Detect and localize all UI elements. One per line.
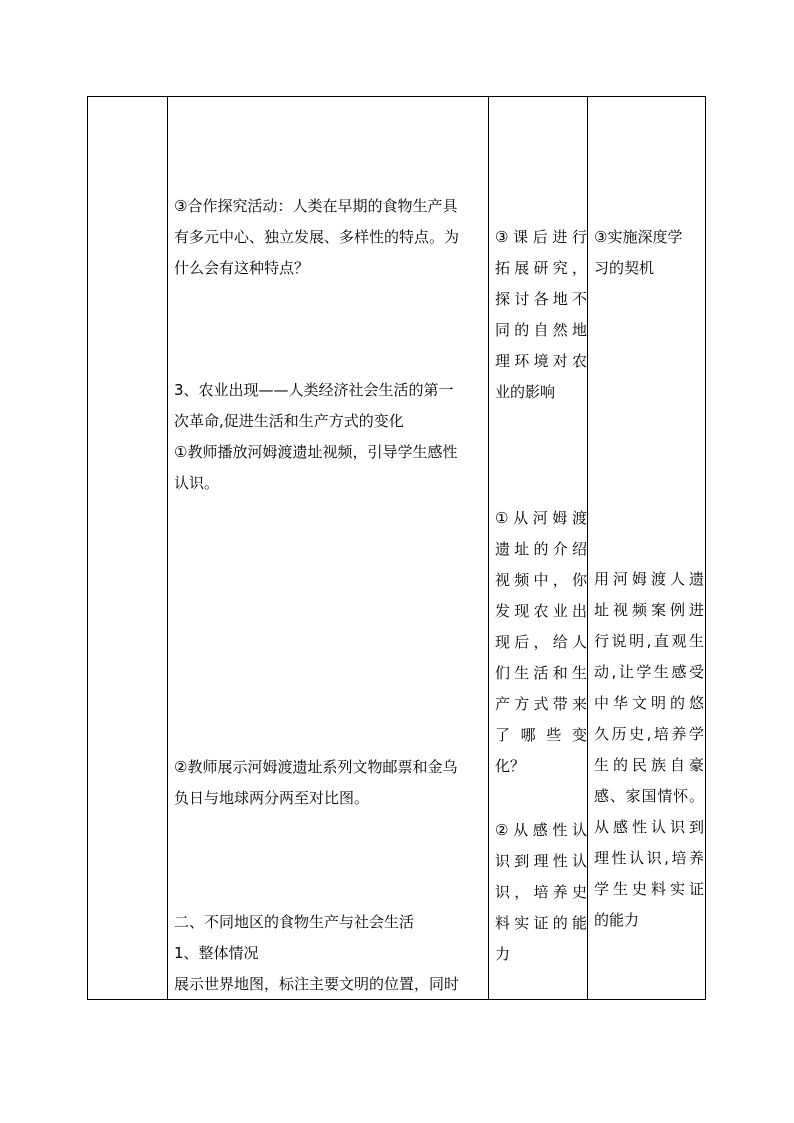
text-line: ②从感性认 <box>495 821 587 839</box>
text-line: 次革命,促进生活和生产方式的变化 <box>174 412 404 430</box>
text-line: ③合作探究活动：人类在早期的食物生产具 <box>174 197 458 215</box>
text-line: 学生史料实证 <box>594 880 704 898</box>
text-line: 址视频案例进 <box>594 601 704 619</box>
text-line: 产方式带来 <box>495 695 587 713</box>
text-line: 理环境对农 <box>495 352 587 370</box>
text-line: 用河姆渡人遗 <box>594 570 704 588</box>
text-line: 行说明,直观生 <box>594 632 704 650</box>
text-line: 化？ <box>495 757 526 775</box>
text-line: 发现农业出 <box>495 602 587 620</box>
text-line: 认识。 <box>174 474 220 492</box>
text-line: ③课后进行 <box>495 228 587 246</box>
text-line: 现后，给人 <box>495 633 587 651</box>
text-line: 展示世界地图，标注主要文明的位置，同时 <box>174 975 460 993</box>
text-line: 力 <box>495 945 511 963</box>
text-line: ③实施深度学 <box>594 228 683 246</box>
text-line: 从感性认识到 <box>594 818 704 836</box>
text-line: ①从河姆渡 <box>495 509 587 527</box>
text-line: 探讨各地不 <box>495 290 587 308</box>
text-line: 识，培养史 <box>495 883 587 901</box>
text-line: 动,让学生感受 <box>594 663 704 681</box>
text-line: 拓展研究， <box>495 259 587 277</box>
column-divider <box>587 97 588 999</box>
text-line: 感、家国情怀。 <box>594 787 704 805</box>
text-line: 业的影响 <box>495 383 556 401</box>
text-line: 久历史,培养学 <box>594 725 704 743</box>
text-line: 遗址的介绍 <box>495 540 587 558</box>
text-line: 有多元中心、独立发展、多样性的特点。为 <box>174 228 460 246</box>
text-line: 习的契机 <box>594 259 655 277</box>
text-line: 1、整体情况 <box>174 944 259 962</box>
text-line: 理性认识,培养 <box>594 849 704 867</box>
section-heading: 二、不同地区的食物生产与社会生活 <box>174 913 415 931</box>
text-line: 视频中，你 <box>495 571 587 589</box>
text-line: 了 哪 些 变 <box>495 726 587 744</box>
text-line: ②教师展示河姆渡遗址系列文物邮票和金乌 <box>174 758 458 776</box>
text-line: 负日与地球两分两至对比图。 <box>174 789 370 807</box>
text-line: 的能力 <box>594 911 640 929</box>
text-line: 料实证的能 <box>495 914 587 932</box>
text-line: ①教师播放河姆渡遗址视频，引导学生感性 <box>174 443 458 461</box>
column-divider <box>488 97 489 999</box>
text-line: 中华文明的悠 <box>594 694 704 712</box>
text-line: 们生活和生 <box>495 664 587 682</box>
text-line: 什么会有这种特点？ <box>174 259 310 277</box>
text-line: 生的民族自豪 <box>594 756 704 774</box>
text-line: 同的自然地 <box>495 321 587 339</box>
text-line: 3、农业出现——人类经济社会生活的第一 <box>174 381 454 399</box>
lesson-plan-table <box>87 96 706 1000</box>
column-divider <box>167 97 168 999</box>
text-line: 识到理性认 <box>495 852 587 870</box>
